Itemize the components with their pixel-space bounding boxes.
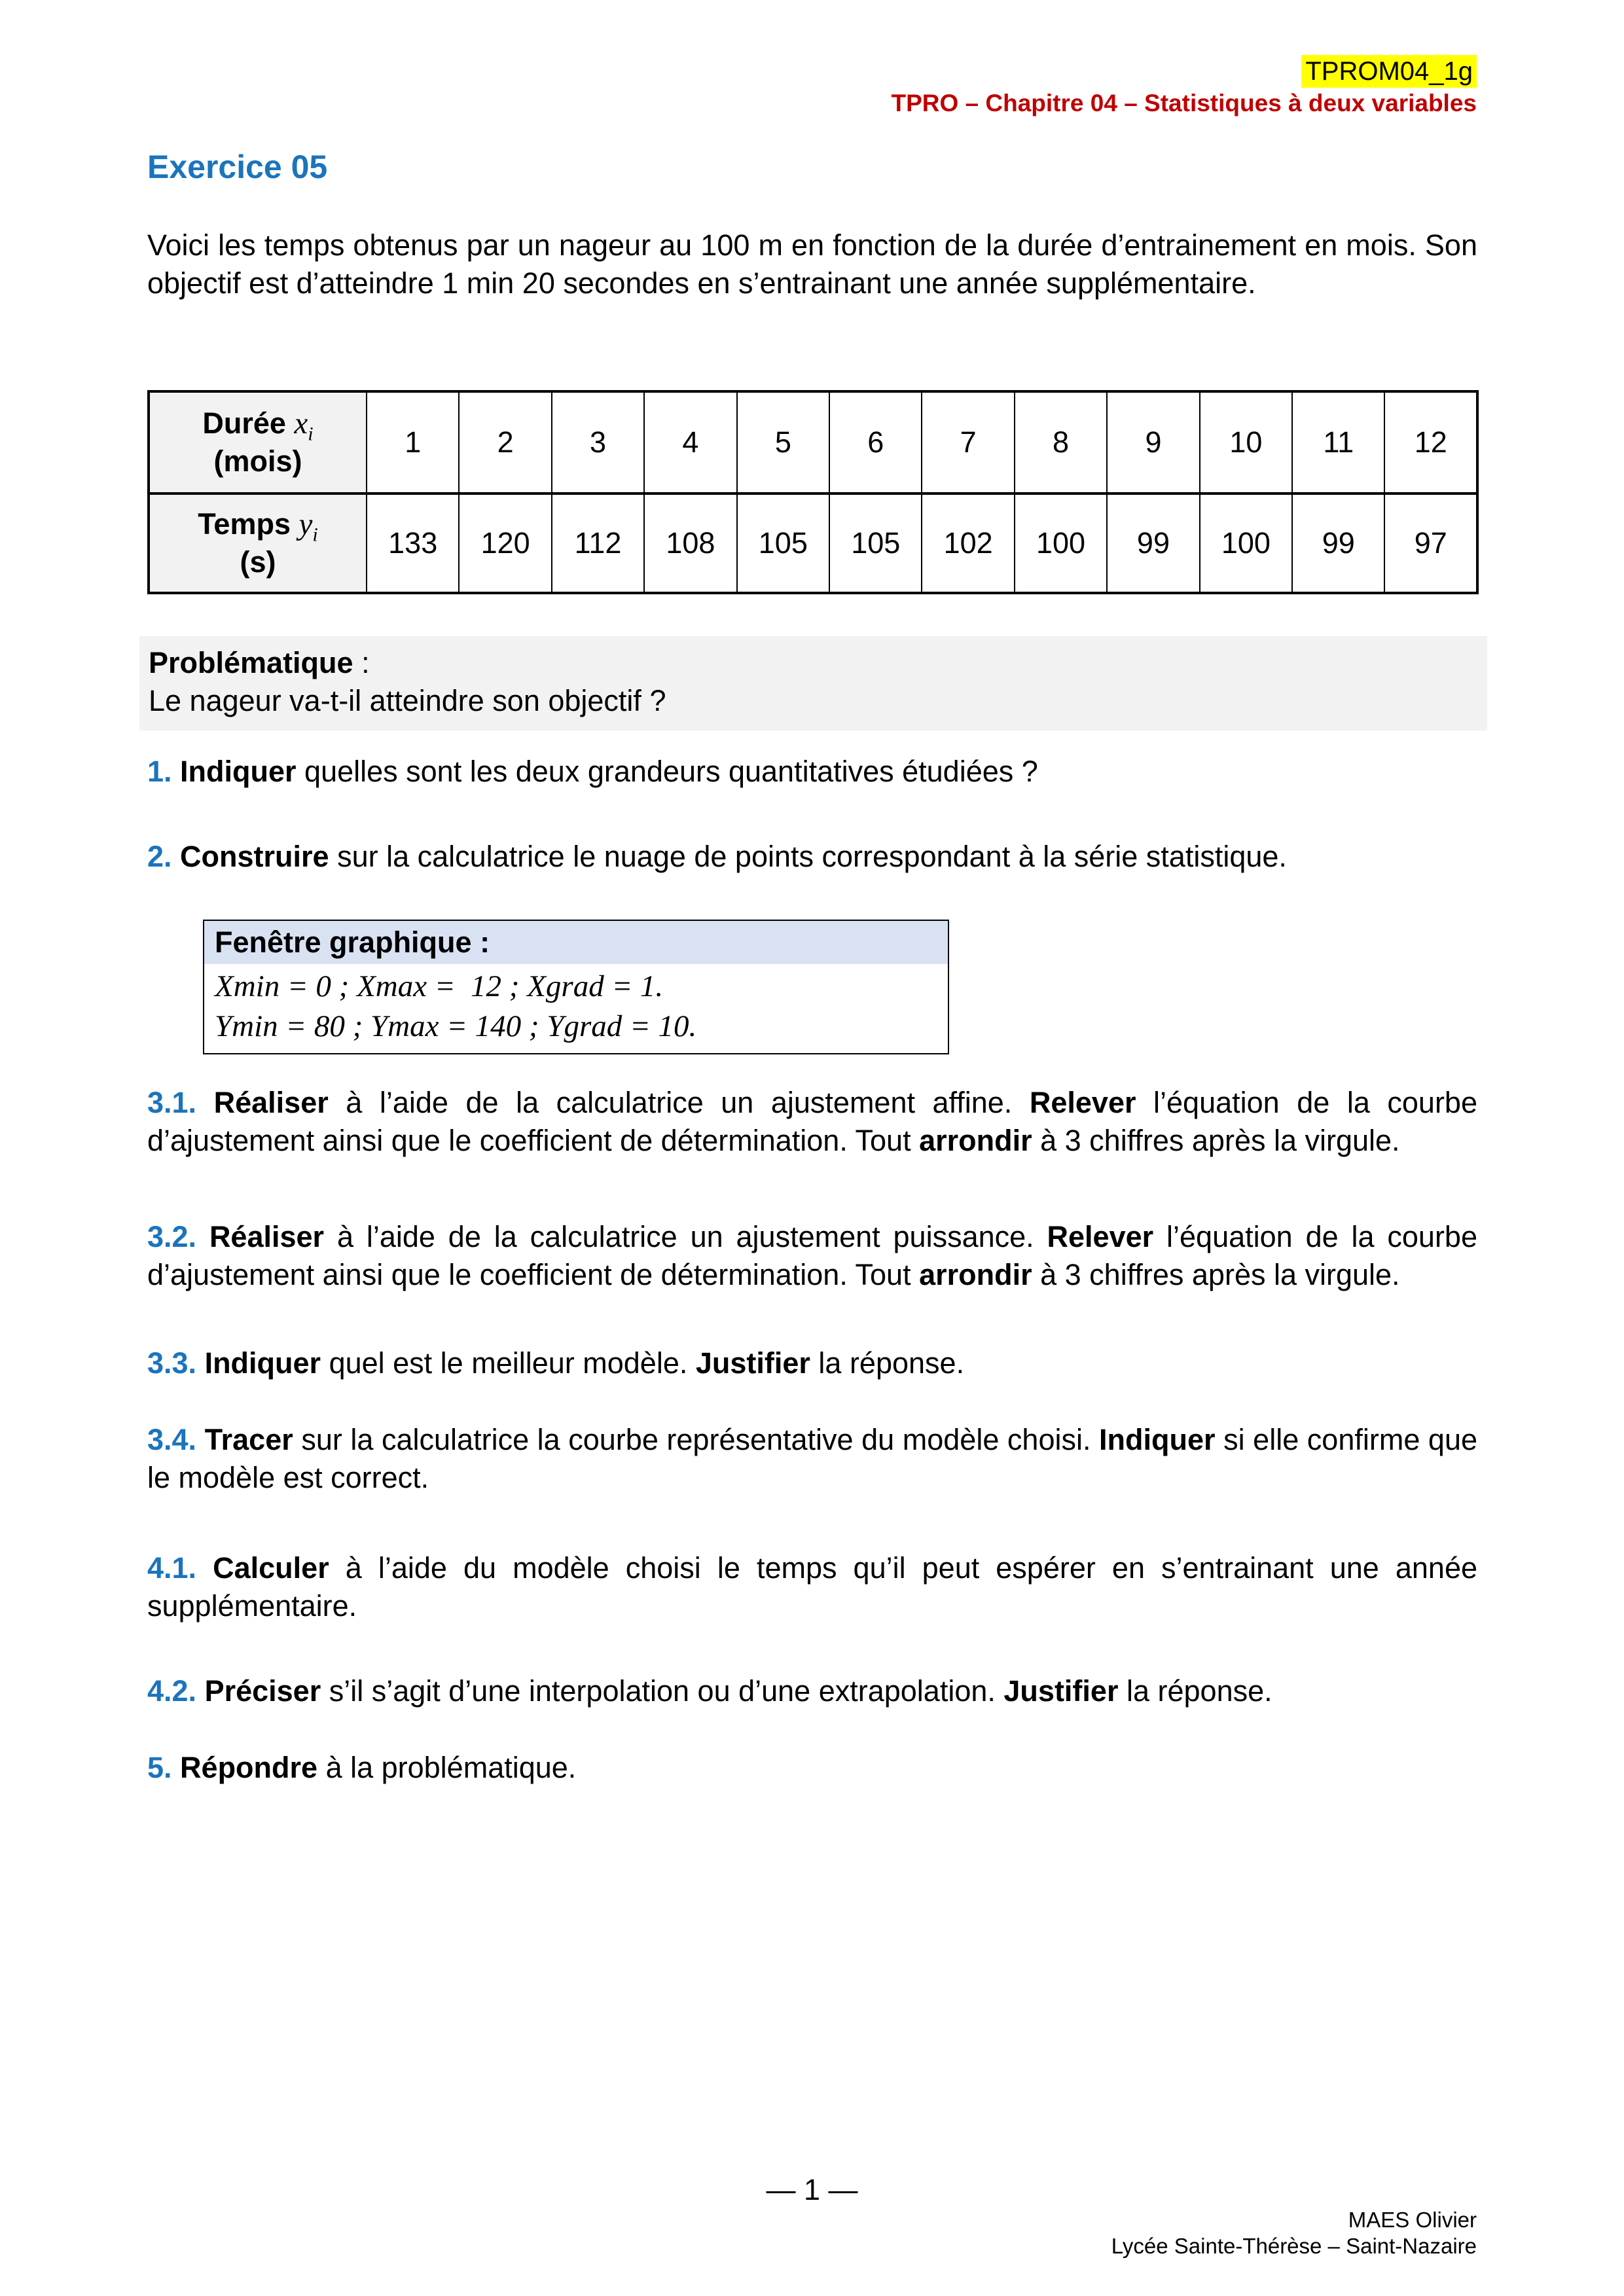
duration-variable: $x_i$ bbox=[294, 406, 314, 445]
duration-value: 8 bbox=[1015, 391, 1107, 493]
question-number: 4.2. bbox=[147, 1674, 205, 1708]
question-verb: Construire bbox=[180, 840, 329, 873]
duration-value: 4 bbox=[644, 391, 736, 493]
duration-row bbox=[149, 391, 1477, 493]
question-text: l’équation de la courbe d’ajustement ainsi que le coefficient de détermination. Tout bbox=[147, 1220, 1477, 1291]
question-verb: arrondir bbox=[919, 1124, 1032, 1157]
question-verb: Indiquer bbox=[204, 1346, 321, 1380]
question-number: 5. bbox=[147, 1751, 181, 1784]
duration-value: 5 bbox=[737, 391, 829, 493]
duration-value: 11 bbox=[1292, 391, 1384, 493]
time-row-header bbox=[149, 493, 367, 593]
question-verb: Indiquer bbox=[180, 755, 297, 788]
problematique-colon: : bbox=[353, 646, 370, 679]
question-verb: Justifier bbox=[1003, 1674, 1119, 1708]
time-value: 108 bbox=[644, 493, 736, 593]
footer-credits bbox=[1111, 2207, 1477, 2259]
duration-value: 6 bbox=[829, 391, 922, 493]
document-header bbox=[891, 55, 1477, 118]
time-value: 99 bbox=[1292, 493, 1384, 593]
question-number: 4.1. bbox=[147, 1551, 213, 1585]
footer-school: Lycée Sainte-Thérèse – Saint-Nazaire bbox=[1111, 2234, 1477, 2258]
question bbox=[147, 1549, 1477, 1625]
question bbox=[147, 1218, 1477, 1294]
graph-window-y-settings: Ymin = 80 ; Ymax = 140 ; Ygrad = 10. bbox=[215, 1009, 697, 1043]
question-number: 1. bbox=[147, 755, 181, 788]
question-verb: arrondir bbox=[919, 1258, 1032, 1291]
time-value: 112 bbox=[552, 493, 644, 593]
question-text: s’il s’agit d’une interpolation ou d’une extrapolation. bbox=[321, 1674, 1004, 1708]
question-number: 3.1. bbox=[147, 1086, 214, 1119]
question-text: à 3 chiffres après la virgule. bbox=[1032, 1258, 1400, 1291]
duration-value: 10 bbox=[1200, 391, 1292, 493]
question-text: sur la calculatrice le nuage de points correspondant à la série statistique. bbox=[329, 840, 1287, 873]
question-verb: Indiquer bbox=[1099, 1423, 1216, 1456]
time-value: 97 bbox=[1384, 493, 1477, 593]
data-table bbox=[147, 390, 1479, 594]
time-label: Temps bbox=[198, 507, 291, 541]
question-verb: Calculer bbox=[213, 1551, 329, 1585]
question-text: quel est le meilleur modèle. bbox=[321, 1346, 696, 1380]
problematique-question: Le nageur va-t-il atteindre son objectif ? bbox=[149, 684, 666, 717]
questions-intro-group bbox=[147, 753, 1477, 876]
graph-window-box bbox=[203, 920, 949, 1054]
question bbox=[147, 1672, 1477, 1710]
duration-row-header bbox=[149, 391, 367, 493]
question-text: à l’aide de la calculatrice un ajustement puissance. bbox=[324, 1220, 1047, 1253]
question-verb: Relever bbox=[1029, 1086, 1136, 1119]
question bbox=[147, 1421, 1477, 1497]
time-value: 99 bbox=[1107, 493, 1199, 593]
graph-window-settings bbox=[204, 964, 948, 1053]
question-text: à l’aide du modèle choisi le temps qu’il peut espérer en s’entrainant une année supplémentaire. bbox=[147, 1551, 1478, 1623]
question-text: l’équation de la courbe d’ajustement ainsi que le coefficient de détermination. Tout bbox=[147, 1086, 1477, 1157]
question-text: sur la calculatrice la courbe représentative du modèle choisi. bbox=[293, 1423, 1100, 1456]
question bbox=[147, 753, 1477, 791]
question-text: la réponse. bbox=[810, 1346, 965, 1380]
question-text: quelles sont les deux grandeurs quantitatives étudiées ? bbox=[296, 755, 1038, 788]
duration-value: 7 bbox=[922, 391, 1014, 493]
duration-value: 3 bbox=[552, 391, 644, 493]
time-value: 133 bbox=[367, 493, 459, 593]
problematique-label: Problématique bbox=[149, 646, 353, 679]
question-number: 3.2. bbox=[147, 1220, 209, 1253]
exercise-title: Exercice 05 bbox=[147, 149, 328, 185]
graph-window-x-settings: Xmin = 0 ; Xmax = 12 ; Xgrad = 1. bbox=[215, 969, 664, 1003]
footer-author: MAES Olivier bbox=[1348, 2208, 1477, 2232]
question-verb: Réaliser bbox=[213, 1086, 329, 1119]
time-value: 100 bbox=[1015, 493, 1107, 593]
duration-unit: (mois) bbox=[213, 444, 302, 478]
question-verb: Réaliser bbox=[209, 1220, 325, 1253]
document-code-highlight: TPROM04_1g bbox=[1301, 55, 1477, 88]
question-text: à la problématique. bbox=[317, 1751, 577, 1784]
graph-window-title: Fenêtre graphique : bbox=[204, 921, 948, 964]
time-row bbox=[149, 493, 1477, 593]
questions-main-group bbox=[147, 1084, 1477, 1787]
intro-paragraph: Voici les temps obtenus par un nageur au 100 m en fonction de la durée d’entrainement en mois. Son objectif est d’atteindre 1 min 20 secondes en s’entrainant une année supplémentaire. bbox=[147, 228, 1477, 300]
question-verb: Justifier bbox=[695, 1346, 810, 1380]
question-verb: Préciser bbox=[204, 1674, 321, 1708]
question bbox=[147, 838, 1477, 876]
question-text: si elle confirme que le modèle est correct. bbox=[147, 1423, 1477, 1494]
time-variable: $y_i$ bbox=[298, 507, 318, 546]
question-text: à 3 chiffres après la virgule. bbox=[1032, 1124, 1400, 1157]
question-verb: Répondre bbox=[180, 1751, 318, 1784]
problematique-block bbox=[139, 636, 1487, 730]
duration-value: 1 bbox=[367, 391, 459, 493]
question-text: à l’aide de la calculatrice un ajustement affine. bbox=[328, 1086, 1030, 1119]
question-text: la réponse. bbox=[1118, 1674, 1272, 1708]
duration-value: 2 bbox=[459, 391, 551, 493]
question-number: 2. bbox=[147, 840, 181, 873]
question-number: 3.4. bbox=[147, 1423, 205, 1456]
time-unit: (s) bbox=[240, 545, 276, 579]
duration-value: 12 bbox=[1384, 391, 1477, 493]
time-value: 105 bbox=[737, 493, 829, 593]
duration-value: 9 bbox=[1107, 391, 1199, 493]
duration-label: Durée bbox=[202, 406, 286, 440]
time-value: 100 bbox=[1200, 493, 1292, 593]
document-subtitle: TPRO – Chapitre 04 – Statistiques à deux variables bbox=[891, 90, 1477, 117]
question-number: 3.3. bbox=[147, 1346, 205, 1380]
question-verb: Tracer bbox=[204, 1423, 293, 1456]
question bbox=[147, 1749, 1477, 1787]
page-number: — 1 — bbox=[766, 2173, 858, 2206]
question-verb: Relever bbox=[1047, 1220, 1154, 1253]
time-value: 102 bbox=[922, 493, 1014, 593]
time-value: 105 bbox=[829, 493, 922, 593]
question bbox=[147, 1344, 1477, 1382]
question bbox=[147, 1084, 1477, 1160]
time-value: 120 bbox=[459, 493, 551, 593]
